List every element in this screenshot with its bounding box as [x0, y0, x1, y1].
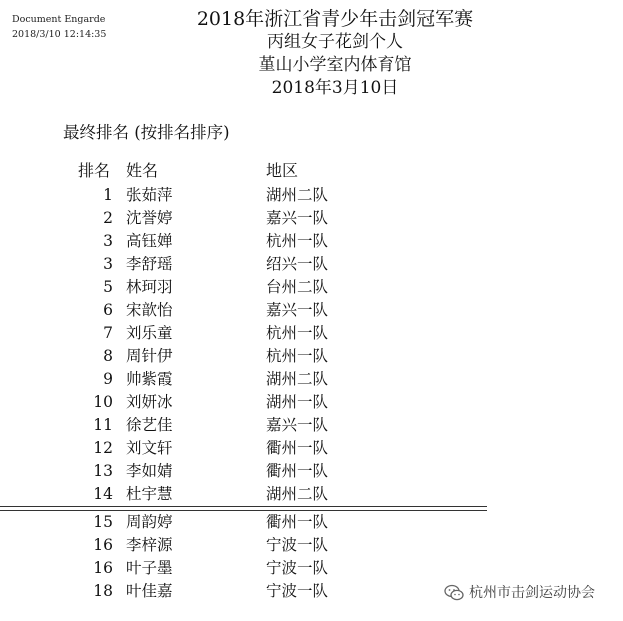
rank-cell: 7: [103, 324, 113, 342]
rank-cell: 9: [103, 370, 113, 388]
header-name: 姓名: [126, 161, 159, 180]
name-cell: 周针伊: [126, 347, 173, 365]
rank-cell: 14: [93, 485, 113, 503]
table-row: [0, 184, 623, 207]
region-cell: 杭州一队: [266, 324, 329, 342]
rank-cell: 15: [93, 513, 113, 531]
document-meta: [12, 12, 106, 42]
name-cell: 李舒瑶: [126, 255, 173, 273]
table-header: [0, 159, 623, 183]
name-cell: 叶佳嘉: [126, 582, 173, 600]
table-row: [0, 460, 623, 483]
table-row: [0, 230, 623, 253]
name-cell: 徐艺佳: [126, 416, 173, 434]
print-timestamp: 2018/3/10 12:14:35: [12, 29, 107, 40]
wechat-icon: [444, 584, 464, 602]
region-cell: 湖州二队: [266, 186, 329, 204]
region-cell: 宁波一队: [266, 559, 329, 577]
watermark-text: 杭州市击剑运动协会: [469, 585, 595, 601]
region-cell: 台州二队: [266, 278, 329, 296]
table-row: [0, 534, 623, 557]
venue-title: 堇山小学室内体育馆: [258, 55, 412, 75]
rank-cell: 1: [103, 186, 113, 204]
rank-cell: 3: [103, 232, 113, 250]
region-cell: 绍兴一队: [266, 255, 329, 273]
region-cell: 衢州一队: [266, 462, 329, 480]
app-name: Document Engarde: [12, 14, 106, 25]
region-cell: 嘉兴一队: [266, 416, 329, 434]
rank-cell: 16: [93, 536, 113, 554]
name-cell: 杜宇慧: [126, 485, 173, 503]
name-cell: 沈誉婷: [126, 209, 173, 227]
region-cell: 湖州二队: [266, 370, 329, 388]
rank-cell: 11: [93, 416, 113, 434]
rank-cell: 8: [103, 347, 113, 365]
table-row: [0, 511, 623, 534]
region-cell: 湖州一队: [266, 393, 329, 411]
rank-cell: 13: [93, 462, 113, 480]
name-cell: 周韵婷: [126, 513, 173, 531]
name-cell: 李如婧: [126, 462, 173, 480]
region-cell: 宁波一队: [266, 536, 329, 554]
table-row: [0, 437, 623, 460]
date-title: 2018年3月10日: [271, 78, 399, 98]
name-cell: 林珂羽: [126, 278, 173, 296]
cutoff-divider-top: [0, 506, 487, 507]
rank-cell: 3: [103, 255, 113, 273]
name-cell: 刘文轩: [126, 439, 173, 457]
table-row: [0, 368, 623, 391]
rank-cell: 6: [103, 301, 113, 319]
region-cell: 嘉兴一队: [266, 209, 329, 227]
table-row: [0, 207, 623, 230]
table-row: [0, 414, 623, 437]
region-cell: 嘉兴一队: [266, 301, 329, 319]
rank-cell: 16: [93, 559, 113, 577]
region-cell: 杭州一队: [266, 347, 329, 365]
name-cell: 刘乐童: [126, 324, 173, 342]
table-row: [0, 391, 623, 414]
event-title: 丙组女子花剑个人: [267, 32, 403, 52]
rank-cell: 18: [93, 582, 113, 600]
table-row: [0, 276, 623, 299]
region-cell: 湖州二队: [266, 485, 329, 503]
name-cell: 刘妍冰: [126, 393, 173, 411]
cutoff-divider-bottom: [0, 510, 487, 511]
name-cell: 高钰婵: [126, 232, 173, 250]
table-row: [0, 322, 623, 345]
rank-cell: 2: [103, 209, 113, 227]
header-rank: 排名: [78, 161, 111, 180]
region-cell: 衢州一队: [266, 513, 329, 531]
table-row: [0, 345, 623, 368]
rank-cell: 5: [103, 278, 113, 296]
region-cell: 衢州一队: [266, 439, 329, 457]
name-cell: 叶子墨: [126, 559, 173, 577]
rank-cell: 12: [93, 439, 113, 457]
region-cell: 宁波一队: [266, 582, 329, 600]
competition-title: 2018年浙江省青少年击剑冠军赛: [196, 8, 474, 30]
section-title: 最终排名 (按排名排序): [63, 123, 230, 142]
title-block: [150, 8, 520, 100]
table-row: [0, 299, 623, 322]
name-cell: 宋歆怡: [126, 301, 173, 319]
name-cell: 李梓源: [126, 536, 173, 554]
name-cell: 张茹萍: [126, 186, 173, 204]
watermark: [444, 582, 595, 604]
table-row: [0, 483, 623, 506]
table-row: [0, 253, 623, 276]
table-row: [0, 557, 623, 580]
rank-cell: 10: [93, 393, 113, 411]
region-cell: 杭州一队: [266, 232, 329, 250]
name-cell: 帅紫霞: [126, 370, 173, 388]
header-region: 地区: [266, 161, 299, 180]
